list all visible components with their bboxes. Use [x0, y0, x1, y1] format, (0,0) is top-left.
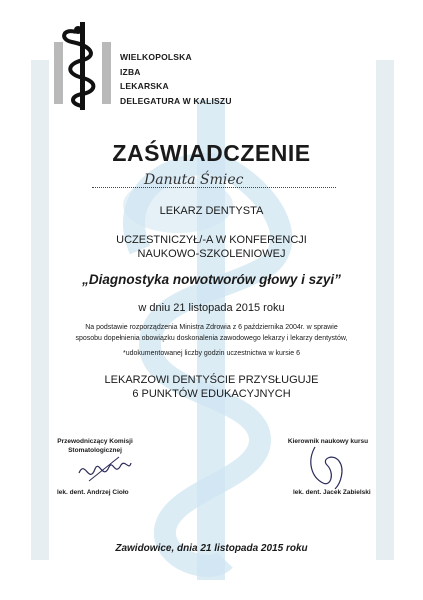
left-signatory-title-line: Przewodniczący Komisji [57, 438, 133, 445]
regulation-text [0, 322, 423, 344]
place-and-date: Zawidowice, dnia 21 listopada 2015 roku [115, 543, 308, 554]
organization-line: IZBA [120, 66, 141, 77]
footnote: *udokumentowanej liczby godzin uczestnictwa w kursie 6 [122, 350, 301, 357]
profession: LEKARZ DENTYSTA [159, 205, 264, 217]
event-date: w dniu 21 listopada 2015 roku [138, 302, 285, 314]
participation-statement [0, 233, 423, 261]
right-signatory-name: lek. dent. Jacek Zabielski [293, 489, 371, 496]
points-line: LEKARZOWI DENTYŚCIE PRZYSŁUGUJE [104, 374, 319, 386]
regulation-line: sposobu dopełnienia obowiązku doskonalenia zawodowego lekarzy i lekarzy dentystów, [75, 335, 348, 342]
recipient-name-line [92, 187, 336, 188]
left-signatory-name: lek. dent. Andrzej Cioło [57, 489, 129, 496]
left-signature-scribble [75, 451, 135, 491]
points-statement [0, 373, 423, 401]
organization-line: WIELKOPOLSKA [120, 52, 192, 62]
right-signatory-title: Kierownik naukowy kursu [287, 438, 369, 445]
regulation-line: Na podstawie rozporządzenia Ministra Zdrowia z 6 października 2004r. w sprawie [85, 324, 338, 331]
points-line: 6 PUNKTÓW EDUKACYJNYCH [132, 388, 291, 400]
organization-line: LEKARSKA [120, 81, 169, 91]
participation-line: NAUKOWO-SZKOLENIOWEJ [137, 248, 286, 260]
chamber-logo-icon [52, 20, 114, 112]
conference-title: „Diagnostyka nowotworów głowy i szyi” [82, 272, 341, 287]
organization-name [120, 50, 232, 108]
participation-line: UCZESTNICZYŁ/-A W KONFERENCJI [116, 234, 307, 246]
organization-line: DELEGATURA W KALISZU [120, 95, 232, 106]
right-signature-scribble [305, 443, 350, 491]
left-signatory-title-line: Stomatologicznej [68, 447, 122, 454]
svg-text:Danuta Śmiec: Danuta Śmiec [144, 172, 244, 188]
document-title: ZAŚWIADCZENIE [112, 140, 311, 166]
